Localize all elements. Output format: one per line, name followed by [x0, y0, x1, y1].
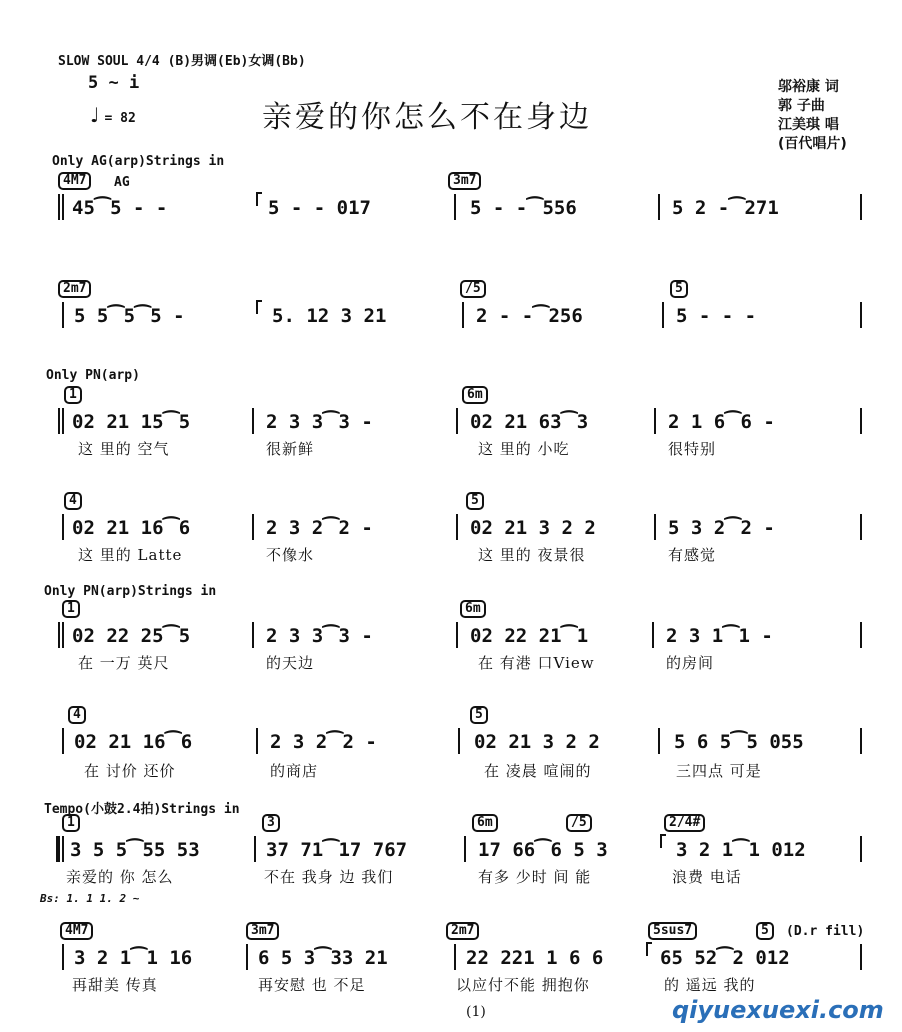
lyric: 很新鲜 [266, 440, 315, 458]
lyric: 三四点 可是 [676, 762, 762, 780]
chord-box: /5 [460, 280, 486, 298]
lyric: 的 遥远 我的 [664, 976, 756, 994]
lyric: 的房间 [666, 654, 715, 672]
label: (百代唱片) [778, 136, 847, 152]
barline [658, 194, 660, 220]
measure-notes: 5 - - 017 [268, 197, 371, 219]
lyric: 浪费 电话 [672, 868, 742, 886]
measure-notes: 2 - -⁀256 [476, 305, 583, 327]
section-label: Tempo(小鼓2.4拍)Strings in [44, 802, 240, 817]
lyric: 很特别 [668, 440, 717, 458]
barline [458, 728, 460, 754]
bass-line: Bs: 1. 1 1. 2 ~ [40, 892, 140, 905]
barline [456, 408, 458, 434]
lyric: 在 一万 英尺 [78, 654, 170, 672]
measure-notes: 5 3 2⁀2 - [668, 517, 775, 539]
singer: 江美琪 唱 [778, 117, 839, 133]
barline [456, 514, 458, 540]
barline [860, 728, 862, 754]
lyric: 在 有港 口View [478, 654, 595, 672]
chord-box: 1 [64, 386, 82, 404]
range: 5 ~ i [88, 73, 140, 93]
measure-notes: 5. 12 3 21 [272, 305, 387, 327]
measure-notes: 17 66⁀6 5 3 [478, 839, 608, 861]
chord-box: 6m [462, 386, 488, 404]
instrument-label: AG [114, 175, 130, 190]
start-double-barline [58, 622, 64, 648]
measure-notes: 02 22 21⁀1 [470, 625, 589, 647]
section-label: Only AG(arp)Strings in [52, 154, 225, 169]
section-label: Only PN(arp) [46, 368, 140, 383]
barline [462, 302, 464, 328]
drum-fill-label: (D.r fill) [786, 924, 865, 939]
lyric: 的天边 [266, 654, 315, 672]
tempo-value: = 82 [104, 111, 136, 126]
phrase-mark [660, 834, 666, 848]
measure-notes: 3 2 1⁀1 012 [676, 839, 806, 861]
song-title: 亲爱的你怎么不在身边 [262, 100, 592, 135]
measure-notes: 37 71⁀17 767 [266, 839, 408, 861]
phrase-mark [646, 942, 652, 956]
lyric: 以应付不能 拥抱你 [456, 976, 590, 994]
chord-box: 4M7 [60, 922, 93, 940]
measure-notes: 02 21 3 2 2 [474, 731, 600, 753]
page-number: (1) [466, 1004, 486, 1020]
lyric: 有感觉 [668, 546, 717, 564]
chord-box: 3 [262, 814, 280, 832]
chord-box: 1 [62, 814, 80, 832]
lyric: 再甜美 传真 [72, 976, 158, 994]
start-double-barline [58, 194, 64, 220]
barline [456, 622, 458, 648]
barline [464, 836, 466, 862]
chord-box: 5 [466, 492, 484, 510]
chord-box: 2m7 [446, 922, 479, 940]
chord-box: 3m7 [448, 172, 481, 190]
lyricist: 邬裕康 词 [778, 79, 839, 95]
lyric: 这 里的 Latte [78, 546, 183, 564]
barline [860, 836, 862, 862]
measure-notes: 02 22 25⁀5 [72, 625, 191, 647]
lyric: 有多 少时 间 能 [478, 868, 592, 886]
style-line: SLOW SOUL 4/4 (B)男调(Eb)女调(Bb) [58, 54, 306, 69]
measure-notes: 2 1 6⁀6 - [668, 411, 775, 433]
chord-box: 4 [64, 492, 82, 510]
barline [254, 836, 256, 862]
lyric: 亲爱的 你 怎么 [66, 868, 174, 886]
quarter-note-icon: ♩ [90, 103, 100, 127]
barline [62, 302, 64, 328]
chord-box: 4M7 [58, 172, 91, 190]
barline [252, 514, 254, 540]
start-double-barline [58, 408, 64, 434]
phrase-mark [256, 300, 262, 314]
barline [252, 622, 254, 648]
measure-notes: 5 - -⁀556 [470, 197, 577, 219]
chord-box: 5 [670, 280, 688, 298]
measure-notes: 5 5⁀5⁀5 - [74, 305, 185, 327]
measure-notes: 2 3 1⁀1 - [666, 625, 773, 647]
barline [652, 622, 654, 648]
chord-box: 3m7 [246, 922, 279, 940]
barline [62, 944, 64, 970]
barline [860, 302, 862, 328]
barline [860, 622, 862, 648]
barline [860, 194, 862, 220]
barline [256, 728, 258, 754]
measure-notes: 5 2 -⁀271 [672, 197, 779, 219]
composer: 郭 子曲 [778, 98, 825, 114]
phrase-mark [256, 192, 262, 206]
measure-notes: 2 3 2⁀2 - [266, 517, 373, 539]
lyric: 这 里的 小吃 [478, 440, 570, 458]
lyric: 不在 我身 边 我们 [264, 868, 394, 886]
chord-box: 6m [460, 600, 486, 618]
chord-box: 2m7 [58, 280, 91, 298]
repeat-start-barline [56, 836, 64, 862]
chord-box: 4 [68, 706, 86, 724]
tempo-marking [90, 103, 136, 127]
barline [62, 514, 64, 540]
measure-notes: 02 21 16⁀6 [74, 731, 193, 753]
measure-notes: 02 21 16⁀6 [72, 517, 191, 539]
lyric: 这 里的 夜景很 [478, 546, 586, 564]
measure-notes: 3 2 1⁀1 16 [74, 947, 193, 969]
credits [778, 78, 847, 154]
barline [658, 728, 660, 754]
measure-notes: 02 21 3 2 2 [470, 517, 596, 539]
barline [454, 194, 456, 220]
barline [62, 728, 64, 754]
lyric: 再安慰 也 不足 [258, 976, 366, 994]
lyric: 这 里的 空气 [78, 440, 170, 458]
measure-notes: 02 21 15⁀5 [72, 411, 191, 433]
measure-notes: 6 5 3⁀33 21 [258, 947, 388, 969]
measure-notes: 2 3 3⁀3 - [266, 625, 373, 647]
barline [860, 408, 862, 434]
measure-notes: 5 - - - [676, 305, 757, 327]
section-label: Only PN(arp)Strings in [44, 584, 217, 599]
lyric: 不像水 [266, 546, 315, 564]
chord-box: 6m [472, 814, 498, 832]
barline [654, 408, 656, 434]
measure-notes: 22 221 1 6 6 [466, 947, 604, 969]
chord-box: /5 [566, 814, 592, 832]
measure-notes: 3 5 5⁀55 53 [70, 839, 200, 861]
barline [252, 408, 254, 434]
barline [860, 944, 862, 970]
measure-notes: 2 3 2⁀2 - [270, 731, 377, 753]
measure-notes: 5 6 5⁀5 055 [674, 731, 804, 753]
measure-notes: 02 21 63⁀3 [470, 411, 589, 433]
barline [654, 514, 656, 540]
chord-box: 5sus7 [648, 922, 697, 940]
lyric: 在 讨价 还价 [84, 762, 176, 780]
barline [860, 514, 862, 540]
chord-box: 2/4# [664, 814, 705, 832]
barline [454, 944, 456, 970]
barline [662, 302, 664, 328]
watermark: qiyuexuexi.com [672, 996, 884, 1024]
measure-notes: 45⁀5 - - [72, 197, 168, 219]
measure-notes: 2 3 3⁀3 - [266, 411, 373, 433]
lyric: 在 凌晨 喧闹的 [484, 762, 592, 780]
chord-box: 5 [756, 922, 774, 940]
chord-box: 5 [470, 706, 488, 724]
chord-box: 1 [62, 600, 80, 618]
barline [246, 944, 248, 970]
lyric: 的商店 [270, 762, 319, 780]
measure-notes: 65 52⁀2 012 [660, 947, 790, 969]
